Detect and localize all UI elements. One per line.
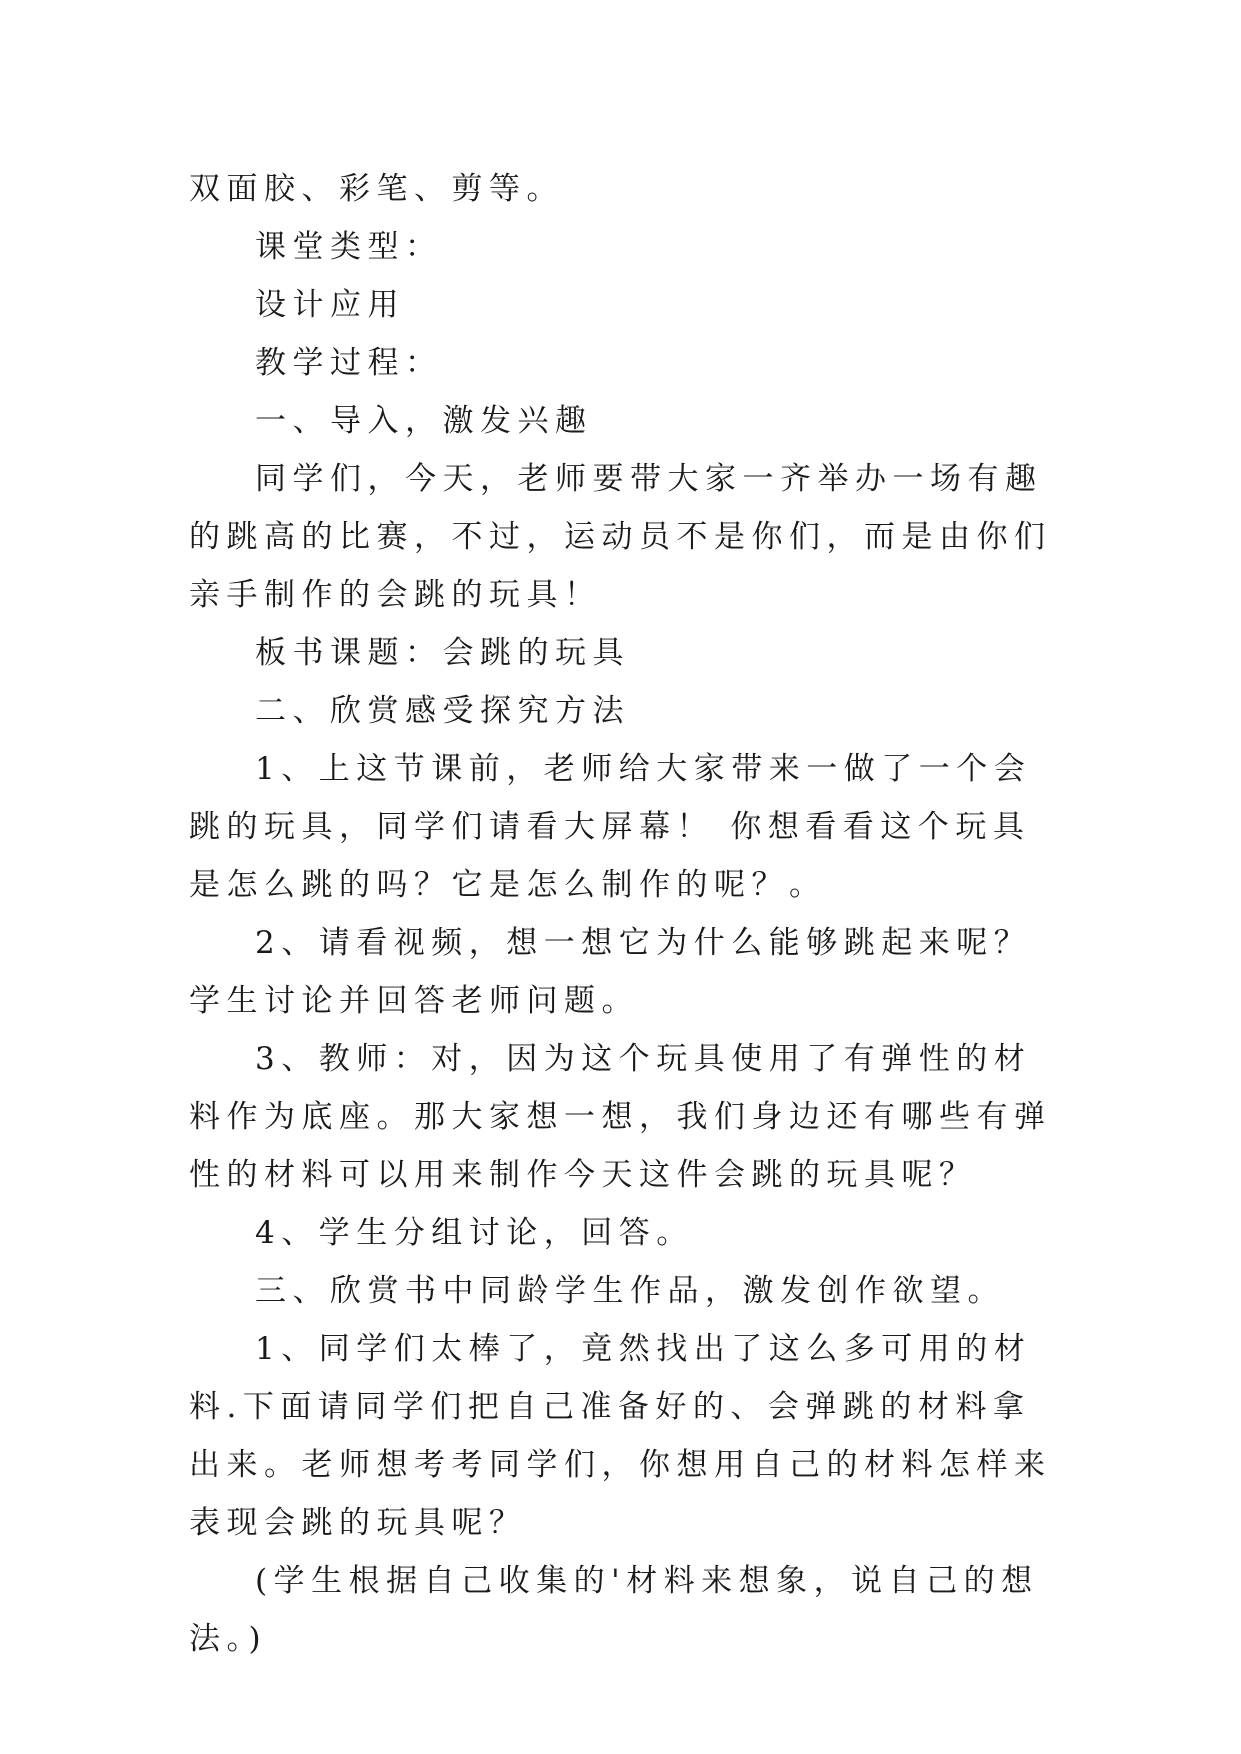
section-heading-student-works: 三、欣赏书中同龄学生作品，激发创作欲望。: [255, 1273, 1005, 1309]
section-heading-appreciation: 二、欣赏感受探究方法: [255, 693, 630, 729]
paragraph-works-step-1: 1、同学们太棒了，竟然找出了这么多可用的材料.下面请同学们把自己准备好的、会弹跳的材料拿出来。老师想考考同学们，你想用自己的材料怎样来表现会跳的玩具呢？: [189, 1331, 1052, 1541]
paragraph-board-title: 板书课题：会跳的玩具: [255, 635, 630, 671]
document-body: [189, 160, 1059, 1668]
section-heading-introduction: 一、导入，激发兴趣: [255, 403, 593, 439]
paragraph-teaching-process-heading: 教学过程：: [255, 345, 443, 381]
paragraph-step-3: 3、教师：对，因为这个玩具使用了有弹性的材料作为底座。那大家想一想，我们身边还有哪些有弹性的材料可以用来制作今天这件会跳的玩具呢？: [189, 1041, 1052, 1193]
paragraph-step-2: 2、请看视频，想一想它为什么能够跳起来呢？学生讨论并回答老师问题。: [189, 925, 1032, 1019]
paragraph-student-note: (学生根据自己收集的'材料来想象，说自己的想法。): [189, 1563, 1039, 1657]
paragraph-introduction: 同学们，今天，老师要带大家一齐举办一场有趣的跳高的比赛，不过，运动员不是你们，而是由你们亲手制作的会跳的玩具！: [189, 461, 1052, 613]
paragraph-step-1: 1、上这节课前，老师给大家带来一做了一个会跳的玩具，同学们请看大屏幕！ 你想看看这个玩具是怎么跳的吗？它是怎么制作的呢？。: [189, 751, 1032, 903]
paragraph-step-4: 4、学生分组讨论，回答。: [255, 1215, 694, 1251]
paragraph-class-type-heading: 课堂类型：: [255, 229, 443, 265]
paragraph-class-type-value: 设计应用: [255, 287, 405, 323]
paragraph-materials-continued: 双面胶、彩笔、剪等。: [189, 171, 564, 207]
